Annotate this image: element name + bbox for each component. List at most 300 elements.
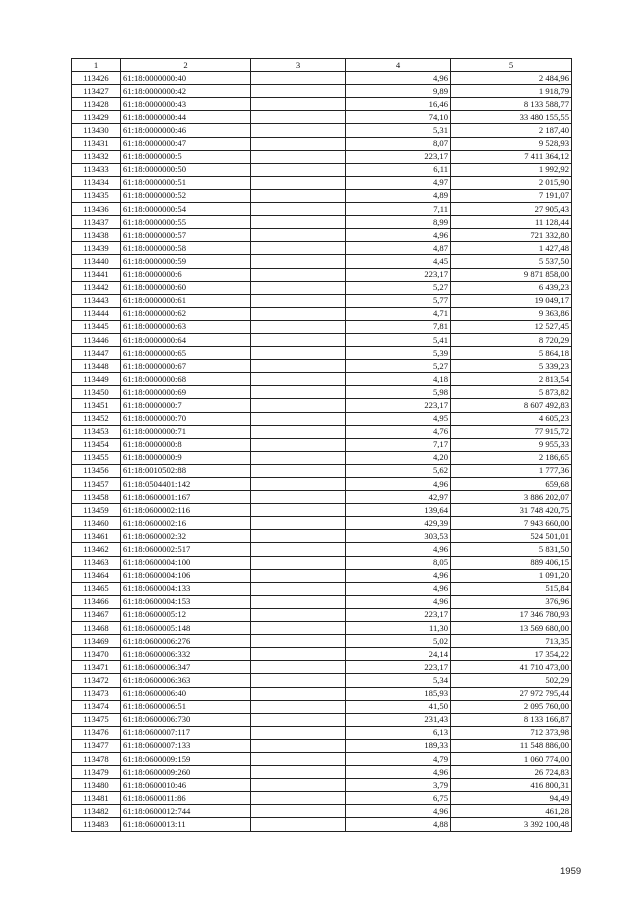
value-cell: 9 363,86	[451, 307, 572, 320]
area-cell: 4,96	[346, 569, 451, 582]
cadastral-number: 61:18:0000000:67	[121, 360, 251, 373]
table-row	[72, 661, 572, 674]
value-cell: 11 128,44	[451, 216, 572, 229]
column-3-cell	[251, 687, 346, 700]
column-3-cell	[251, 517, 346, 530]
area-cell: 5,77	[346, 294, 451, 307]
cadastral-number: 61:18:0600002:116	[121, 504, 251, 517]
cadastral-number: 61:18:0000000:40	[121, 72, 251, 85]
value-cell: 713,35	[451, 635, 572, 648]
row-number: 113432	[72, 150, 121, 163]
area-cell: 429,39	[346, 517, 451, 530]
value-cell: 5 864,18	[451, 347, 572, 360]
column-3-cell	[251, 792, 346, 805]
value-cell: 17 354,22	[451, 648, 572, 661]
value-cell: 1 091,20	[451, 569, 572, 582]
value-cell: 5 339,23	[451, 360, 572, 373]
value-cell: 515,84	[451, 582, 572, 595]
table-row	[72, 347, 572, 360]
row-number: 113459	[72, 504, 121, 517]
area-cell: 4,95	[346, 412, 451, 425]
column-3-cell	[251, 176, 346, 189]
value-cell: 41 710 473,00	[451, 661, 572, 674]
table-row	[72, 805, 572, 818]
area-cell: 7,17	[346, 438, 451, 451]
cadastral-number: 61:18:0600002:517	[121, 543, 251, 556]
cadastral-number: 61:18:0000000:47	[121, 137, 251, 150]
table-row	[72, 543, 572, 556]
column-3-cell	[251, 85, 346, 98]
value-cell: 1 992,92	[451, 163, 572, 176]
area-cell: 223,17	[346, 150, 451, 163]
value-cell: 5 873,82	[451, 386, 572, 399]
cadastral-number: 61:18:0600006:51	[121, 700, 251, 713]
row-number: 113444	[72, 307, 121, 320]
row-number: 113436	[72, 203, 121, 216]
column-3-cell	[251, 726, 346, 739]
value-cell: 17 346 780,93	[451, 608, 572, 621]
area-cell: 4,96	[346, 72, 451, 85]
area-cell: 8,07	[346, 137, 451, 150]
row-number: 113472	[72, 674, 121, 687]
value-cell: 8 607 492,83	[451, 399, 572, 412]
column-3-cell	[251, 752, 346, 765]
table-row	[72, 451, 572, 464]
value-cell: 1 918,79	[451, 85, 572, 98]
table-row	[72, 569, 572, 582]
row-number: 113440	[72, 255, 121, 268]
cadastral-number: 61:18:0600010:46	[121, 779, 251, 792]
area-cell: 4,18	[346, 373, 451, 386]
value-cell: 27 905,43	[451, 203, 572, 216]
table-row	[72, 464, 572, 477]
cadastral-number: 61:18:0000000:62	[121, 307, 251, 320]
table-row	[72, 216, 572, 229]
column-3-cell	[251, 713, 346, 726]
table-row	[72, 674, 572, 687]
cadastral-number: 61:18:0600005:12	[121, 608, 251, 621]
row-number: 113475	[72, 713, 121, 726]
column-3-cell	[251, 530, 346, 543]
column-3-cell	[251, 255, 346, 268]
row-number: 113435	[72, 189, 121, 202]
column-3-cell	[251, 451, 346, 464]
cadastral-number: 61:18:0600006:276	[121, 635, 251, 648]
table-row	[72, 386, 572, 399]
cadastral-number: 61:18:0600002:32	[121, 530, 251, 543]
column-3-cell	[251, 491, 346, 504]
column-3-cell	[251, 818, 346, 831]
table-row	[72, 281, 572, 294]
cadastral-number: 61:18:0600012:744	[121, 805, 251, 818]
value-cell: 2 015,90	[451, 176, 572, 189]
area-cell: 7,11	[346, 203, 451, 216]
value-cell: 13 569 680,00	[451, 622, 572, 635]
cadastral-value-table	[71, 58, 572, 832]
area-cell: 4,88	[346, 818, 451, 831]
value-cell: 2 186,65	[451, 451, 572, 464]
area-cell: 4,96	[346, 543, 451, 556]
page-number: 1959	[560, 866, 582, 877]
row-number: 113462	[72, 543, 121, 556]
row-number: 113439	[72, 242, 121, 255]
column-header-5: 5	[451, 59, 572, 72]
area-cell: 5,02	[346, 635, 451, 648]
row-number: 113466	[72, 595, 121, 608]
value-cell: 1 060 774,00	[451, 752, 572, 765]
row-number: 113456	[72, 464, 121, 477]
column-header-3: 3	[251, 59, 346, 72]
row-number: 113433	[72, 163, 121, 176]
table-row	[72, 124, 572, 137]
column-3-cell	[251, 72, 346, 85]
cadastral-number: 61:18:0010502:88	[121, 464, 251, 477]
column-3-cell	[251, 504, 346, 517]
column-3-cell	[251, 464, 346, 477]
cadastral-number: 61:18:0600005:148	[121, 622, 251, 635]
table-row	[72, 700, 572, 713]
column-3-cell	[251, 229, 346, 242]
column-3-cell	[251, 98, 346, 111]
area-cell: 4,87	[346, 242, 451, 255]
table-row	[72, 739, 572, 752]
table-header-row	[72, 59, 572, 72]
value-cell: 416 800,31	[451, 779, 572, 792]
cadastral-number: 61:18:0600006:332	[121, 648, 251, 661]
cadastral-number: 61:18:0600006:347	[121, 661, 251, 674]
column-3-cell	[251, 661, 346, 674]
cadastral-number: 61:18:0600013:11	[121, 818, 251, 831]
table-row	[72, 137, 572, 150]
cadastral-number: 61:18:0000000:6	[121, 268, 251, 281]
value-cell: 94,49	[451, 792, 572, 805]
column-3-cell	[251, 595, 346, 608]
area-cell: 3,79	[346, 779, 451, 792]
cadastral-number: 61:18:0600002:16	[121, 517, 251, 530]
area-cell: 4,96	[346, 582, 451, 595]
table-row	[72, 713, 572, 726]
value-cell: 2 095 760,00	[451, 700, 572, 713]
table-row	[72, 478, 572, 491]
table-body	[72, 72, 572, 831]
table-row	[72, 608, 572, 621]
area-cell: 5,39	[346, 347, 451, 360]
row-number: 113430	[72, 124, 121, 137]
cadastral-number: 61:18:0000000:71	[121, 425, 251, 438]
table-row	[72, 176, 572, 189]
area-cell: 24,14	[346, 648, 451, 661]
column-3-cell	[251, 779, 346, 792]
column-3-cell	[251, 425, 346, 438]
row-number: 113483	[72, 818, 121, 831]
row-number: 113429	[72, 111, 121, 124]
value-cell: 721 332,80	[451, 229, 572, 242]
cadastral-number: 61:18:0600006:363	[121, 674, 251, 687]
area-cell: 223,17	[346, 399, 451, 412]
area-cell: 4,96	[346, 805, 451, 818]
column-3-cell	[251, 124, 346, 137]
cadastral-number: 61:18:0600007:117	[121, 726, 251, 739]
value-cell: 7 943 660,00	[451, 517, 572, 530]
column-3-cell	[251, 333, 346, 346]
column-3-cell	[251, 189, 346, 202]
row-number: 113448	[72, 360, 121, 373]
value-cell: 1 427,48	[451, 242, 572, 255]
area-cell: 4,20	[346, 451, 451, 464]
row-number: 113441	[72, 268, 121, 281]
row-number: 113479	[72, 766, 121, 779]
column-3-cell	[251, 294, 346, 307]
cadastral-number: 61:18:0000000:58	[121, 242, 251, 255]
row-number: 113450	[72, 386, 121, 399]
cadastral-number: 61:18:0600004:100	[121, 556, 251, 569]
table-row	[72, 85, 572, 98]
table-row	[72, 268, 572, 281]
table-row	[72, 818, 572, 831]
table-row	[72, 491, 572, 504]
value-cell: 4 605,23	[451, 412, 572, 425]
table-row	[72, 203, 572, 216]
table-row	[72, 438, 572, 451]
cadastral-number: 61:18:0000000:52	[121, 189, 251, 202]
column-header-1: 1	[72, 59, 121, 72]
cadastral-number: 61:18:0000000:42	[121, 85, 251, 98]
table-row	[72, 373, 572, 386]
area-cell: 5,98	[346, 386, 451, 399]
value-cell: 524 501,01	[451, 530, 572, 543]
column-3-cell	[251, 111, 346, 124]
row-number: 113438	[72, 229, 121, 242]
area-cell: 4,96	[346, 766, 451, 779]
value-cell: 5 831,50	[451, 543, 572, 556]
table-row	[72, 333, 572, 346]
row-number: 113443	[72, 294, 121, 307]
column-header-2: 2	[121, 59, 251, 72]
column-3-cell	[251, 805, 346, 818]
value-cell: 8 133 166,87	[451, 713, 572, 726]
area-cell: 4,96	[346, 229, 451, 242]
column-3-cell	[251, 386, 346, 399]
cadastral-number: 61:18:0600007:133	[121, 739, 251, 752]
area-cell: 9,89	[346, 85, 451, 98]
row-number: 113427	[72, 85, 121, 98]
row-number: 113460	[72, 517, 121, 530]
row-number: 113447	[72, 347, 121, 360]
cadastral-number: 61:18:0000000:51	[121, 176, 251, 189]
row-number: 113469	[72, 635, 121, 648]
area-cell: 8,05	[346, 556, 451, 569]
value-cell: 9 871 858,00	[451, 268, 572, 281]
value-cell: 659,68	[451, 478, 572, 491]
cadastral-number: 61:18:0000000:50	[121, 163, 251, 176]
row-number: 113446	[72, 333, 121, 346]
column-3-cell	[251, 608, 346, 621]
column-3-cell	[251, 582, 346, 595]
row-number: 113476	[72, 726, 121, 739]
row-number: 113457	[72, 478, 121, 491]
value-cell: 7 191,07	[451, 189, 572, 202]
table-row	[72, 648, 572, 661]
row-number: 113461	[72, 530, 121, 543]
cadastral-number: 61:18:0000000:7	[121, 399, 251, 412]
area-cell: 5,62	[346, 464, 451, 477]
value-cell: 376,96	[451, 595, 572, 608]
table-row	[72, 595, 572, 608]
area-cell: 5,41	[346, 333, 451, 346]
table-row	[72, 294, 572, 307]
cadastral-number: 61:18:0000000:44	[121, 111, 251, 124]
cadastral-number: 61:18:0600001:167	[121, 491, 251, 504]
column-3-cell	[251, 320, 346, 333]
row-number: 113426	[72, 72, 121, 85]
row-number: 113467	[72, 608, 121, 621]
cadastral-number: 61:18:0000000:43	[121, 98, 251, 111]
area-cell: 231,43	[346, 713, 451, 726]
table-row	[72, 779, 572, 792]
value-cell: 889 406,15	[451, 556, 572, 569]
cadastral-number: 61:18:0000000:9	[121, 451, 251, 464]
area-cell: 5,34	[346, 674, 451, 687]
column-3-cell	[251, 622, 346, 635]
row-number: 113452	[72, 412, 121, 425]
value-cell: 5 537,50	[451, 255, 572, 268]
value-cell: 461,28	[451, 805, 572, 818]
row-number: 113478	[72, 752, 121, 765]
column-3-cell	[251, 203, 346, 216]
cadastral-number: 61:18:0000000:61	[121, 294, 251, 307]
area-cell: 6,11	[346, 163, 451, 176]
cadastral-number: 61:18:0000000:68	[121, 373, 251, 386]
area-cell: 7,81	[346, 320, 451, 333]
column-3-cell	[251, 478, 346, 491]
area-cell: 42,97	[346, 491, 451, 504]
column-3-cell	[251, 700, 346, 713]
cadastral-number: 61:18:0000000:54	[121, 203, 251, 216]
column-3-cell	[251, 399, 346, 412]
column-3-cell	[251, 766, 346, 779]
area-cell: 74,10	[346, 111, 451, 124]
area-cell: 5,27	[346, 281, 451, 294]
cadastral-number: 61:18:0600004:153	[121, 595, 251, 608]
column-3-cell	[251, 137, 346, 150]
table-row	[72, 150, 572, 163]
cadastral-number: 61:18:0000000:8	[121, 438, 251, 451]
area-cell: 11,30	[346, 622, 451, 635]
column-3-cell	[251, 674, 346, 687]
table-row	[72, 307, 572, 320]
row-number: 113428	[72, 98, 121, 111]
row-number: 113464	[72, 569, 121, 582]
row-number: 113474	[72, 700, 121, 713]
cadastral-number: 61:18:0000000:69	[121, 386, 251, 399]
area-cell: 6,13	[346, 726, 451, 739]
table-row	[72, 229, 572, 242]
table-row	[72, 687, 572, 700]
value-cell: 77 915,72	[451, 425, 572, 438]
area-cell: 5,31	[346, 124, 451, 137]
cadastral-number: 61:18:0000000:59	[121, 255, 251, 268]
column-3-cell	[251, 360, 346, 373]
table-row	[72, 255, 572, 268]
column-3-cell	[251, 347, 346, 360]
value-cell: 2 484,96	[451, 72, 572, 85]
area-cell: 223,17	[346, 661, 451, 674]
column-3-cell	[251, 569, 346, 582]
table-row	[72, 425, 572, 438]
table-row	[72, 622, 572, 635]
table-row	[72, 792, 572, 805]
value-cell: 31 748 420,75	[451, 504, 572, 517]
row-number: 113431	[72, 137, 121, 150]
row-number: 113451	[72, 399, 121, 412]
area-cell: 4,96	[346, 478, 451, 491]
area-cell: 4,97	[346, 176, 451, 189]
table-row	[72, 320, 572, 333]
row-number: 113481	[72, 792, 121, 805]
row-number: 113445	[72, 320, 121, 333]
cadastral-number: 61:18:0600006:730	[121, 713, 251, 726]
cadastral-number: 61:18:0600009:260	[121, 766, 251, 779]
area-cell: 8,99	[346, 216, 451, 229]
area-cell: 223,17	[346, 268, 451, 281]
row-number: 113482	[72, 805, 121, 818]
column-3-cell	[251, 412, 346, 425]
value-cell: 8 133 588,77	[451, 98, 572, 111]
table-row	[72, 189, 572, 202]
area-cell: 4,79	[346, 752, 451, 765]
area-cell: 139,64	[346, 504, 451, 517]
cadastral-number: 61:18:0000000:55	[121, 216, 251, 229]
area-cell: 303,53	[346, 530, 451, 543]
table-row	[72, 726, 572, 739]
row-number: 113449	[72, 373, 121, 386]
column-3-cell	[251, 281, 346, 294]
table-row	[72, 242, 572, 255]
row-number: 113442	[72, 281, 121, 294]
area-cell: 4,89	[346, 189, 451, 202]
area-cell: 189,33	[346, 739, 451, 752]
table-row	[72, 517, 572, 530]
row-number: 113471	[72, 661, 121, 674]
cadastral-number: 61:18:0504401:142	[121, 478, 251, 491]
value-cell: 11 548 886,00	[451, 739, 572, 752]
row-number: 113465	[72, 582, 121, 595]
column-3-cell	[251, 556, 346, 569]
row-number: 113480	[72, 779, 121, 792]
cadastral-number: 61:18:0000000:70	[121, 412, 251, 425]
row-number: 113473	[72, 687, 121, 700]
row-number: 113458	[72, 491, 121, 504]
value-cell: 3 392 100,48	[451, 818, 572, 831]
cadastral-number: 61:18:0600004:133	[121, 582, 251, 595]
area-cell: 4,76	[346, 425, 451, 438]
area-cell: 4,96	[346, 595, 451, 608]
value-cell: 502,29	[451, 674, 572, 687]
table-row	[72, 399, 572, 412]
value-cell: 8 720,29	[451, 333, 572, 346]
value-cell: 9 528,93	[451, 137, 572, 150]
value-cell: 712 373,98	[451, 726, 572, 739]
table-row	[72, 530, 572, 543]
area-cell: 6,75	[346, 792, 451, 805]
area-cell: 5,27	[346, 360, 451, 373]
row-number: 113463	[72, 556, 121, 569]
row-number: 113434	[72, 176, 121, 189]
value-cell: 1 777,36	[451, 464, 572, 477]
area-cell: 185,93	[346, 687, 451, 700]
cadastral-number: 61:18:0000000:60	[121, 281, 251, 294]
table-row	[72, 504, 572, 517]
